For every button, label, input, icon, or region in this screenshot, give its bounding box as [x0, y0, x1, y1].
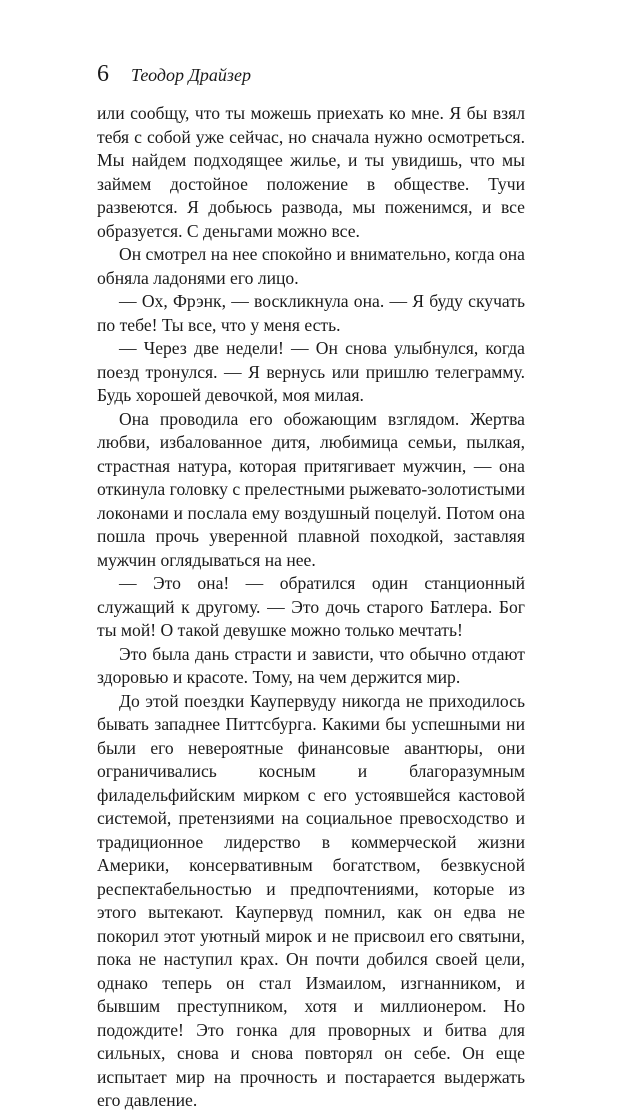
paragraph-dialogue: — Это она! — обратился один станционный служащий к другому. — Это дочь старого Батлера. Бог ты мой! О такой девушке можно только мечтать! [97, 573, 525, 640]
paragraph-dialogue: — Через две недели! — Он снова улыбнулся, когда поезд тронулся. — Я вернусь или пришлю телеграмму. Будь хорошей девочкой, моя милая. [97, 338, 525, 405]
paragraph-continued: или сообщу, что ты можешь приехать ко мне. Я бы взял тебя с собой уже сейчас, но сначала нужно осмотреться. Мы найдем подходящее жилье, и ты увидишь, что мы займем достойное положение в обществе. Тучи развеются. Я добьюсь развода, мы поженимся, и все образуется. С деньгами можно все. [97, 103, 525, 241]
paragraph-dialogue: — Ох, Фрэнк, — воскликнула она. — Я буду скучать по тебе! Ты все, что у меня есть. [97, 291, 525, 335]
paragraph: Она проводила его обожающим взглядом. Жертва любви, избалованное дитя, любимица семьи, пылкая, страстная натура, которая притягивает мужчин, — она откинула головку с прелестными рыжевато-золотистыми локонами и послала ему воздушный поцелуй. Потом она пошла прочь уверенной плавной походкой, заставляя мужчин оглядываться на нее. [97, 408, 525, 570]
paragraph: До этой поездки Каупервуду никогда не приходилось бывать западнее Питтсбурга. Какими бы успешными ни были его невероятные финансовые авантюры, они ограничивались косным и благоразумным филадельфийским мирком с его устоявшейся кастовой системой, претензиями на социальное превосходство и традиционное лидерство в коммерческой жизни Америки, консервативным богатством, безвкусной респектабельностью и предпочтениями, которые из этого вытекают. Каупервуд помнил, как он едва не покорил этот уютный мирок и не присвоил его святыни, пока не наступил крах. Он почти добился своей цели, однако теперь он стал Измаилом, изгнанником, и бывшим преступником, хотя и миллионером. Но подождите! Это гонка для проворных и битва для сильных, снова и снова повторял он себе. Он еще испытает мир на прочность и постарается выдержать его давление. [97, 690, 525, 1110]
running-title-author: Теодор Драйзер [131, 65, 251, 85]
paragraph: Это была дань страсти и зависти, что обычно отдают здоровью и красоте. Тому, на чем держится мир. [97, 643, 525, 687]
running-head [97, 62, 525, 102]
page-number: 6 [97, 61, 109, 87]
book-page [97, 62, 525, 1113]
body-text [97, 102, 525, 1113]
paragraph: Он смотрел на нее спокойно и внимательно, когда она обняла ладонями его лицо. [97, 244, 525, 288]
